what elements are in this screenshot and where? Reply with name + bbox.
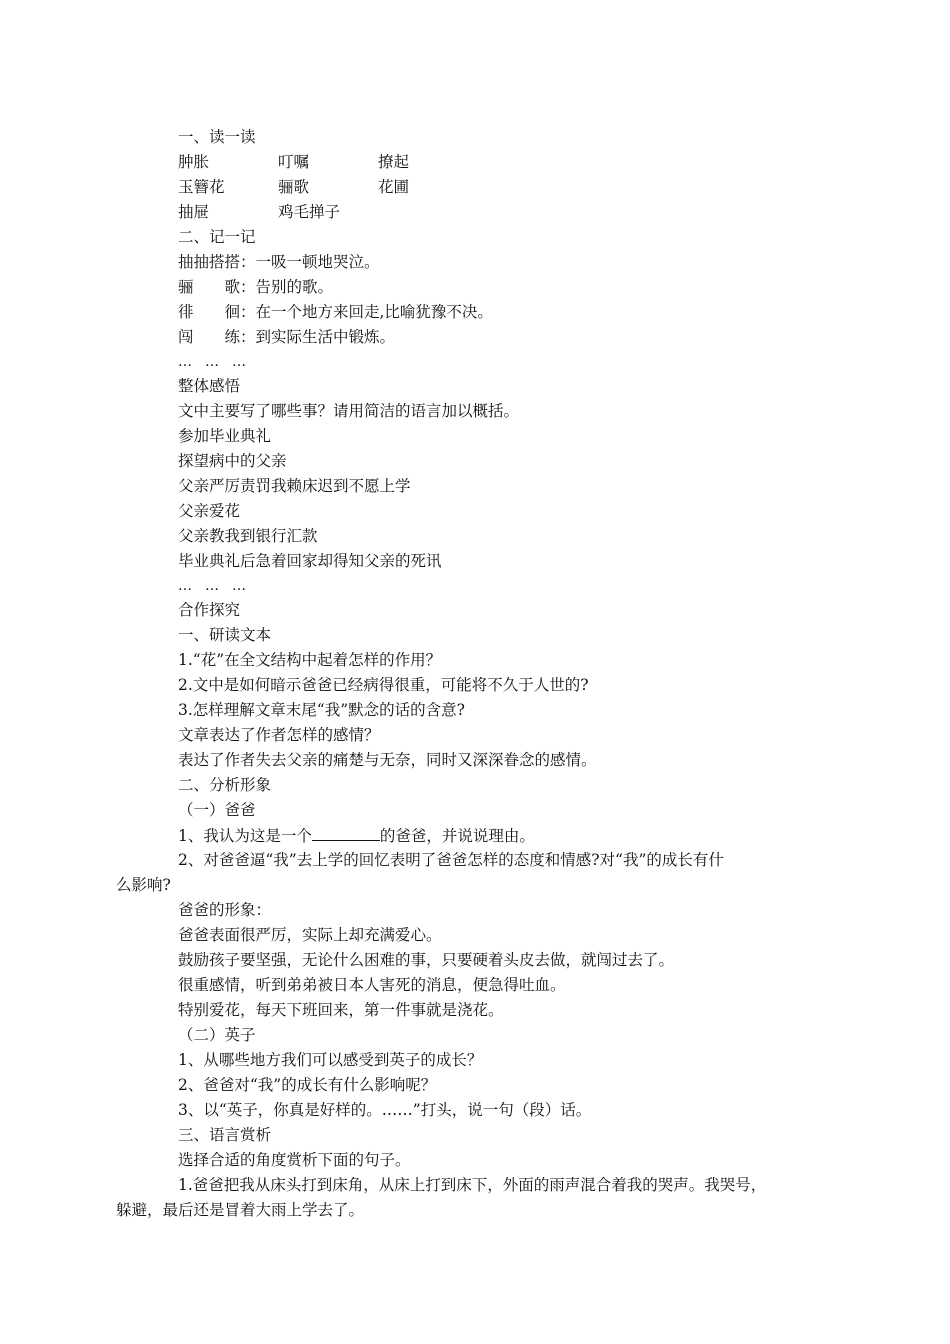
ellipsis-divider: … … …	[178, 354, 249, 370]
vocab-word: 抽屉	[178, 203, 210, 221]
definition-item: 徘 徊：在一个地方来回走,比喻犹豫不决。	[178, 303, 493, 321]
event-item: 父亲爱花	[178, 502, 241, 520]
section-title-overall: 整体感悟	[178, 377, 241, 395]
ellipsis-divider: … … …	[178, 578, 249, 594]
definition-item: 抽抽搭搭：一吸一顿地哭泣。	[178, 253, 380, 271]
definition-item: 骊 歌：告别的歌。	[178, 278, 334, 296]
subsection-title: 二、分析形象	[178, 776, 272, 794]
trait-item: 鼓励孩子要坚强，无论什么困难的事，只要硬着头皮去做，就闯过去了。	[178, 951, 675, 969]
vocab-word: 肿胀	[178, 153, 210, 171]
vocab-word: 骊歌	[278, 178, 310, 196]
section-title-remember: 二、记一记	[178, 228, 256, 246]
vocab-row	[178, 177, 578, 197]
event-item: 毕业典礼后急着回家却得知父亲的死讯	[178, 552, 442, 570]
subsection-title: 三、语言赏析	[178, 1126, 272, 1144]
vocab-word: 玉簪花	[178, 178, 225, 196]
image-heading: 爸爸的形象：	[178, 901, 272, 919]
trait-item: 特别爱花，每天下班回来，第一件事就是浇花。	[178, 1001, 504, 1019]
question-suffix: 的爸爸，并说说理由。	[379, 827, 535, 845]
sentence-text-continued: 躲避，最后还是冒着大雨上学去了。	[116, 1201, 365, 1219]
question-text: 3、以“英子，你真是好样的。……”打头，说一句（段）话。	[178, 1101, 592, 1119]
event-item: 参加毕业典礼	[178, 427, 272, 445]
question-text-continued: 么影响?	[116, 876, 171, 894]
question-prefix: 1、我认为这是一个	[178, 827, 312, 845]
character-heading: （一）爸爸	[178, 801, 256, 819]
question-text: 2、对爸爸逼“我”去上学的回忆表明了爸爸怎样的态度和情感?对“我”的成长有什	[178, 851, 724, 869]
question-text: 2、爸爸对“我”的成长有什么影响呢？	[178, 1076, 437, 1094]
vocab-row	[178, 152, 578, 172]
answer-blank	[312, 825, 380, 841]
event-item: 父亲严厉责罚我赖床迟到不愿上学	[178, 477, 411, 495]
fill-blank-question	[178, 825, 535, 846]
question-text: 2.文中是如何暗示爸爸已经病得很重，可能将不久于人世的?	[178, 676, 589, 694]
vocab-row	[178, 202, 578, 222]
question-text: 文章表达了作者怎样的感情？	[178, 726, 380, 744]
event-item: 父亲教我到银行汇款	[178, 527, 318, 545]
section-title-read: 一、读一读	[178, 128, 256, 146]
section-title-explore: 合作探究	[178, 601, 241, 619]
trait-item: 爸爸表面很严厉，实际上却充满爱心。	[178, 926, 442, 944]
subsection-title: 一、研读文本	[178, 626, 272, 644]
instruction-text: 选择合适的角度赏析下面的句子。	[178, 1151, 411, 1169]
definition-item: 闯 练：到实际生活中锻炼。	[178, 328, 396, 346]
sentence-text: 1.爸爸把我从床头打到床角，从床上打到床下，外面的雨声混合着我的哭声。我哭号，	[178, 1176, 767, 1194]
vocab-word: 鸡毛掸子	[278, 203, 341, 221]
vocab-word: 叮嘱	[278, 153, 310, 171]
event-item: 探望病中的父亲	[178, 452, 287, 470]
vocab-word: 撩起	[378, 153, 410, 171]
question-text: 3.怎样理解文章末尾“我”默念的话的含意?	[178, 701, 465, 719]
answer-text: 表达了作者失去父亲的痛楚与无奈，同时又深深眷念的感情。	[178, 751, 597, 769]
character-heading: （二）英子	[178, 1026, 256, 1044]
question-text: 文中主要写了哪些事？请用简洁的语言加以概括。	[178, 402, 520, 420]
vocab-word: 花圃	[378, 178, 410, 196]
question-text: 1、从哪些地方我们可以感受到英子的成长？	[178, 1051, 483, 1069]
question-text: 1.“花”在全文结构中起着怎样的作用？	[178, 651, 442, 669]
trait-item: 很重感情，听到弟弟被日本人害死的消息，便急得吐血。	[178, 976, 566, 994]
